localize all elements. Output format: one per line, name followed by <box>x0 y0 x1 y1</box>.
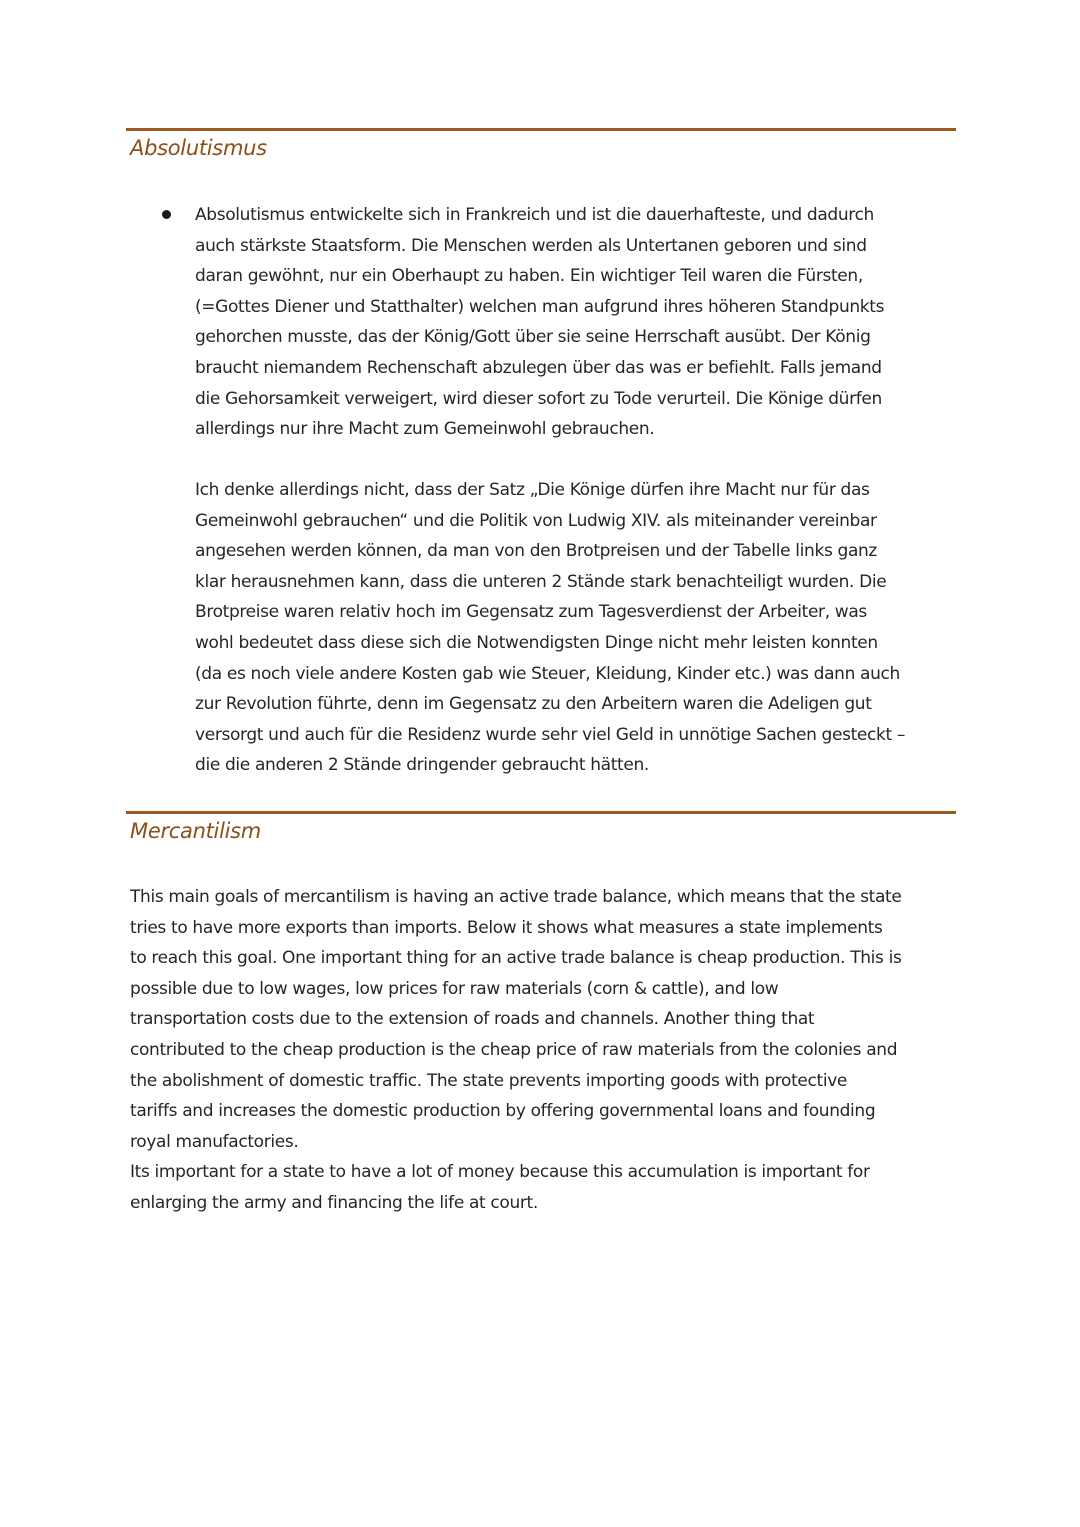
section-divider-absolutismus <box>126 128 956 131</box>
text-line: the abolishment of domestic traffic. The state prevents importing goods with protective <box>130 1070 848 1091</box>
text-line: zur Revolution führte, denn im Gegensatz zu den Arbeitern waren die Adeligen gut <box>195 694 872 715</box>
heading-absolutismus: Absolutismus <box>130 136 267 160</box>
text-line: braucht niemandem Rechenschaft abzulegen über das was er befiehlt. Falls jemand <box>195 357 882 378</box>
text-line: auch stärkste Staatsform. Die Menschen werden als Untertanen geboren und sind <box>195 235 867 256</box>
absolutismus-opinion-paragraph <box>195 475 905 781</box>
text-line: possible due to low wages, low prices for raw materials (corn & cattle), and low <box>130 978 779 999</box>
text-line: enlarging the army and financing the life at court. <box>130 1192 538 1213</box>
text-line: die Gehorsamkeit verweigert, wird dieser sofort zu Tode verurteil. Die Könige dürfen <box>195 388 882 409</box>
text-line: to reach this goal. One important thing for an active trade balance is cheap production. This is <box>130 948 902 969</box>
text-line: Absolutismus entwickelte sich in Frankreich und ist die dauerhafteste, und dadurch <box>195 205 874 225</box>
text-line: allerdings nur ihre Macht zum Gemeinwohl gebrauchen. <box>195 419 655 440</box>
mercantilism-paragraph <box>130 882 902 1219</box>
text-line: (=Gottes Diener und Statthalter) welchen man aufgrund ihres höheren Standpunkts <box>195 296 885 317</box>
text-line: daran gewöhnt, nur ein Oberhaupt zu haben. Ein wichtiger Teil waren die Fürsten, <box>195 266 863 287</box>
text-line: This main goals of mercantilism is having an active trade balance, which means that the state <box>130 887 902 907</box>
text-line: tries to have more exports than imports. Below it shows what measures a state implements <box>130 917 883 938</box>
text-line: royal manufactories. <box>130 1131 299 1152</box>
text-line: Brotpreise waren relativ hoch im Gegensatz zum Tagesverdienst der Arbeiter, was <box>195 602 867 623</box>
text-line: tariffs and increases the domestic production by offering governmental loans and founding <box>130 1101 876 1122</box>
section-divider-mercantilism <box>126 811 956 814</box>
text-line: versorgt und auch für die Residenz wurde sehr viel Geld in unnötige Sachen gesteckt – <box>195 724 906 745</box>
text-line: angesehen werden können, da man von den Brotpreisen und der Tabelle links ganz <box>195 541 878 562</box>
text-line: (da es noch viele andere Kosten gab wie Steuer, Kleidung, Kinder etc.) was dann auch <box>195 663 900 684</box>
bullet-icon <box>162 210 171 219</box>
text-line: Its important for a state to have a lot of money because this accumulation is important for <box>130 1162 870 1183</box>
heading-mercantilism: Mercantilism <box>130 819 261 843</box>
text-line: die die anderen 2 Stände dringender gebraucht hätten. <box>195 755 649 776</box>
text-line: Ich denke allerdings nicht, dass der Satz „Die Könige dürfen ihre Macht nur für das <box>195 480 870 500</box>
absolutismus-bullet-paragraph <box>195 200 884 445</box>
text-line: klar herausnehmen kann, dass die unteren 2 Stände stark benachteiligt wurden. Die <box>195 571 887 592</box>
text-line: gehorchen musste, das der König/Gott über sie seine Herrschaft ausübt. Der König <box>195 327 871 348</box>
text-line: contributed to the cheap production is the cheap price of raw materials from the colonies and <box>130 1039 898 1060</box>
text-line: wohl bedeutet dass diese sich die Notwendigsten Dinge nicht mehr leisten konnten <box>195 632 878 653</box>
text-line: Gemeinwohl gebrauchen“ und die Politik von Ludwig XIV. als miteinander vereinbar <box>195 510 877 531</box>
text-line: transportation costs due to the extension of roads and channels. Another thing that <box>130 1009 815 1030</box>
